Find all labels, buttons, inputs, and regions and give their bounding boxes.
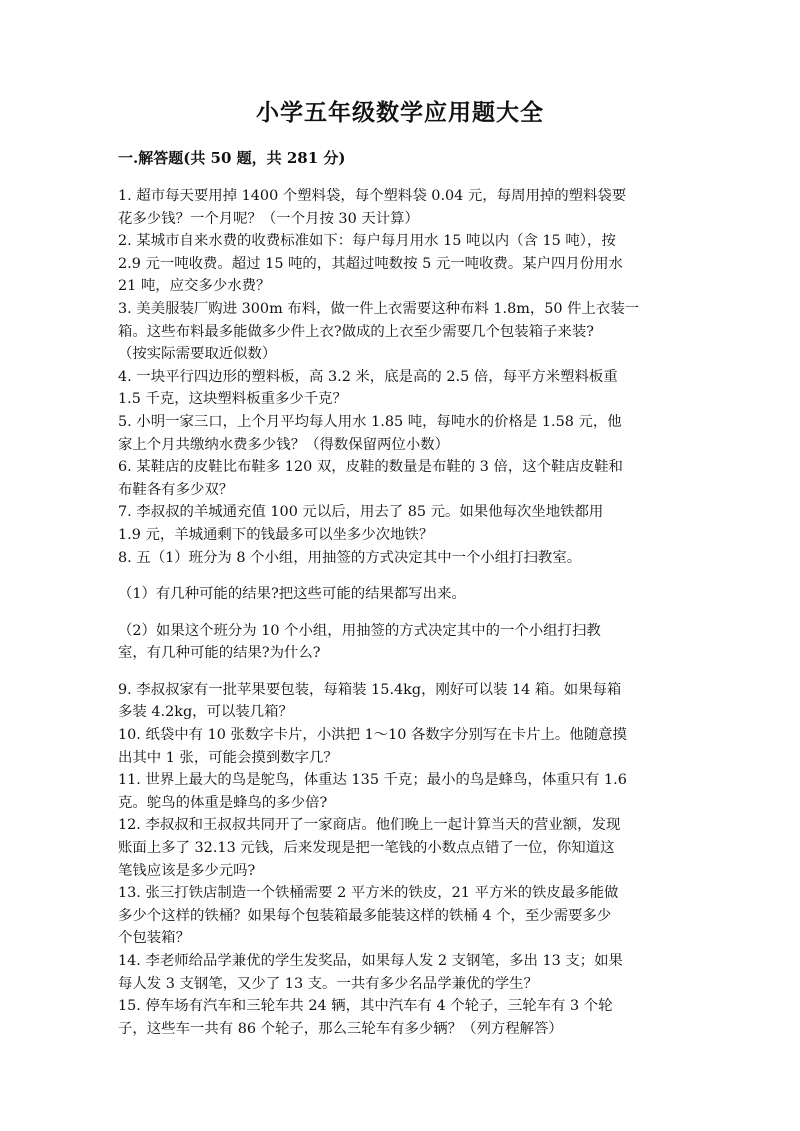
question-line: 多少个这样的铁桶？如果每个包装箱最多能装这样的铁桶 4 个，至少需要多少 xyxy=(118,907,612,924)
question-line: 2. 某城市自来水费的收费标准如下：每户每月用水 15 吨以内（含 15 吨），按 xyxy=(118,233,616,250)
question-list xyxy=(118,185,684,1040)
question-line: （按实际需要取近似数） xyxy=(118,346,277,363)
question-line: 每人发 3 支钢笔，又少了 13 支。一共有多少名品学兼优的学生？ xyxy=(118,975,538,992)
question-line: 9. 李叔叔家有一批苹果要包装，每箱装 15.4kg，刚好可以装 14 箱。如果每箱 xyxy=(118,681,622,698)
question-line: 7. 李叔叔的羊城通充值 100 元以后，用去了 85 元。如果他每次坐地铁都用 xyxy=(118,504,604,521)
question-line: 3. 美美服装厂购进 300m 布料，做一件上衣需要这种布料 1.8m，50 件上衣装一 xyxy=(118,300,640,317)
question-line: 13. 张三打铁店制造一个铁桶需要 2 平方米的铁皮，21 平方米的铁皮最多能做 xyxy=(118,885,619,902)
question-line: 笔钱应该是多少元吗? xyxy=(118,862,256,879)
question-line: 箱。这些布料最多能做多少件上衣?做成的上衣至少需要几个包装箱子来装? xyxy=(118,323,594,340)
question-line: （2）如果这个班分为 10 个小组，用抽签的方式决定其中的一个小组打扫教 xyxy=(118,622,601,639)
question-line: 出其中 1 张，可能会摸到数字几？ xyxy=(118,749,338,766)
question-line: 8. 五（1）班分为 8 个小组，用抽签的方式决定其中一个小组打扫教室。 xyxy=(118,549,582,566)
question-2 xyxy=(118,230,684,298)
question-14 xyxy=(118,950,684,995)
question-6 xyxy=(118,456,684,501)
sub-question-2 xyxy=(118,620,684,665)
question-13 xyxy=(118,882,684,950)
question-line: 15. 停车场有汽车和三轮车共 24 辆，其中汽车有 4 个轮子，三轮车有 3 个轮 xyxy=(118,998,613,1015)
page-title: 小学五年级数学应用题大全 xyxy=(256,99,544,126)
question-line: 2.9 元一吨收费。超过 15 吨的，其超过吨数按 5 元一吨收费。某户四月份用水 xyxy=(118,255,623,272)
question-line: 布鞋各有多少双？ xyxy=(118,481,234,498)
question-4 xyxy=(118,366,684,411)
question-line: 1. 超市每天要用掉 1400 个塑料袋，每个塑料袋 0.04 元，每周用掉的塑料袋要 xyxy=(118,188,627,204)
question-11 xyxy=(118,769,684,814)
question-line: 5. 小明一家三口，上个月平均每人用水 1.85 吨，每吨水的价格是 1.58 元，他 xyxy=(118,413,622,430)
sub-question-1: （1）有几种可能的结果?把这些可能的结果都写出来。 xyxy=(118,586,466,603)
question-8 xyxy=(118,547,684,570)
question-line: 12. 李叔叔和王叔叔共同开了一家商店。他们晚上一起计算当天的营业额，发现 xyxy=(118,817,621,834)
question-line: 14. 李老师给品学兼优的学生发奖品，如果每人发 2 支钢笔，多出 13 支；如果 xyxy=(118,953,623,969)
question-line: 室，有几种可能的结果?为什么? xyxy=(118,645,321,662)
question-10 xyxy=(118,724,684,769)
question-7 xyxy=(118,501,684,546)
question-line: 10. 纸袋中有 10 张数字卡片，小洪把 1～10 各数字分别写在卡片上。他随意摸 xyxy=(118,727,627,744)
question-line: 21 吨，应交多少水费？ xyxy=(118,278,271,295)
question-line: 家上个月共缴纳水费多少钱？（得数保留两位小数） xyxy=(118,436,449,453)
question-9 xyxy=(118,679,684,724)
question-line: 克。鸵鸟的体重是蜂鸟的多少倍? xyxy=(118,794,328,811)
question-line: 个包装箱？ xyxy=(118,930,190,947)
question-line: 花多少钱？一个月呢？（一个月按 30 天计算） xyxy=(118,210,419,227)
question-8-subparts xyxy=(118,583,684,665)
question-line: 1.9 元，羊城通剩下的钱最多可以坐多少次地铁？ xyxy=(118,526,434,543)
question-line: 6. 某鞋店的皮鞋比布鞋多 120 双，皮鞋的数量是布鞋的 3 倍，这个鞋店皮鞋和 xyxy=(118,459,623,476)
question-line: 子，这些车一共有 86 个轮子，那么三轮车有多少辆？（列方程解答） xyxy=(118,1020,563,1037)
question-line: 4. 一块平行四边形的塑料板，高 3.2 米，底是高的 2.5 倍，每平方米塑料板重 xyxy=(118,368,618,385)
question-5 xyxy=(118,411,684,456)
question-line: 1.5 千克，这块塑料板重多少千克？ xyxy=(118,391,347,408)
section-heading: 一.解答题(共 50 题，共 281 分) xyxy=(118,149,346,167)
question-line: 账面上多了 32.13 元钱，后来发现是把一笔钱的小数点点错了一位，你知道这 xyxy=(118,840,615,857)
question-3 xyxy=(118,298,684,366)
question-1 xyxy=(118,185,684,230)
question-12 xyxy=(118,814,684,882)
question-line: 多装 4.2kg，可以装几箱？ xyxy=(118,704,293,721)
question-line: 11. 世界上最大的鸟是鸵鸟，体重达 135 千克；最小的鸟是蜂鸟，体重只有 1.6 xyxy=(118,772,627,789)
question-15 xyxy=(118,995,684,1040)
